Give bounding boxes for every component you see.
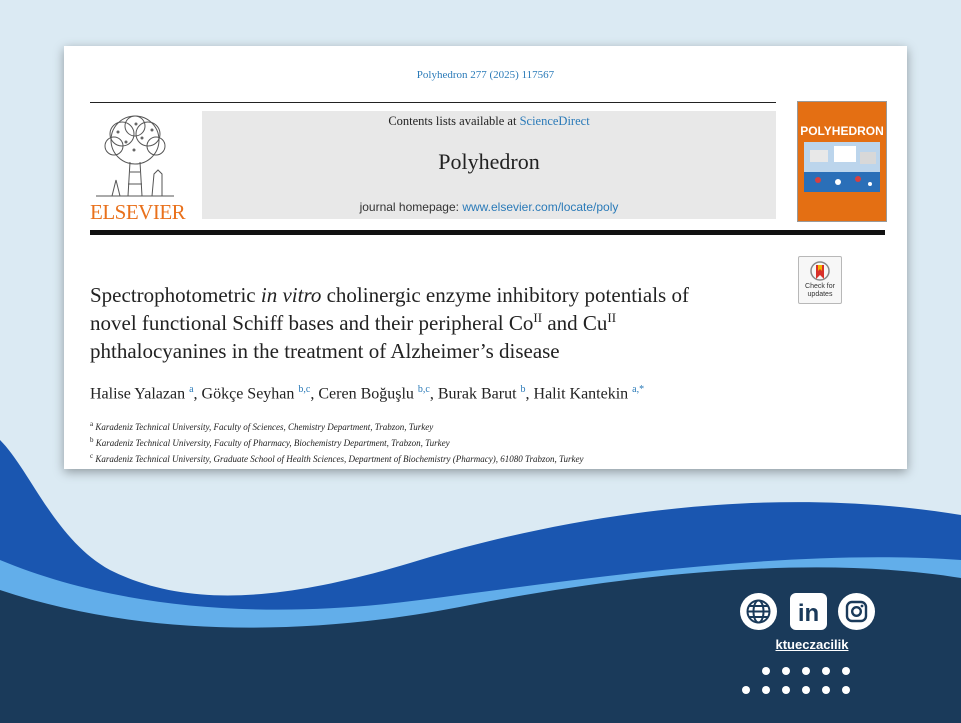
affiliation-item	[90, 450, 870, 466]
homepage-line	[202, 200, 776, 214]
publisher-name: ELSEVIER	[90, 200, 186, 224]
check-line2: updates	[807, 291, 833, 298]
affiliation-key: c	[90, 452, 94, 460]
affiliation-text: Karadeniz Technical University, Graduate School of Health Sciences, Department of Biochemistry (Pharmacy), 61080 Trabzon, Turkey	[95, 454, 584, 464]
cover-title: POLYHEDRON	[800, 124, 884, 138]
title-part: cholinergic enzyme inhibitory potentials of	[321, 283, 689, 307]
author-name[interactable]: Burak Barut	[437, 385, 517, 403]
affiliation-key: a	[90, 420, 94, 428]
journal-name: Polyhedron	[438, 149, 540, 174]
journal-banner	[202, 111, 776, 219]
dot	[802, 686, 810, 694]
title-part: phthalocyanines in the treatment of Alzheimer’s disease	[90, 339, 560, 363]
dot	[822, 686, 830, 694]
instagram-icon[interactable]	[838, 593, 875, 630]
affiliation-item	[90, 434, 870, 450]
tree-icon	[92, 112, 178, 198]
sciencedirect-link[interactable]: ScienceDirect	[519, 114, 590, 128]
check-line1: Check for	[805, 283, 835, 290]
homepage-link[interactable]: www.elsevier.com/locate/poly	[462, 200, 619, 214]
author-affiliation[interactable]: a	[189, 384, 194, 395]
globe-icon[interactable]	[740, 593, 777, 630]
author-affiliation[interactable]: b,c	[417, 384, 430, 395]
affiliation-text: Karadeniz Technical University, Faculty of Sciences, Chemistry Department, Trabzon, Turkey	[95, 422, 434, 432]
affiliation-list	[90, 418, 870, 466]
homepage-prefix: journal homepage:	[359, 200, 463, 214]
dot	[842, 686, 850, 694]
bookmark-icon	[810, 261, 830, 283]
author-affiliation[interactable]: b,c	[298, 384, 311, 395]
dot	[762, 686, 770, 694]
linkedin-text: in	[797, 600, 820, 627]
author-name[interactable]: Ceren Boğuşlu	[318, 385, 414, 403]
linkedin-icon[interactable]	[790, 593, 827, 630]
title-italic: in vitro	[260, 283, 322, 307]
title-superscript: II	[533, 310, 543, 325]
affiliation-text: Karadeniz Technical University, Faculty of Pharmacy, Biochemistry Department, Trabzon, Turkey	[95, 438, 450, 448]
journal-cover	[797, 101, 887, 222]
dot	[762, 667, 770, 675]
paper-header-card	[64, 46, 907, 469]
article-title	[90, 281, 790, 365]
affiliation-item	[90, 418, 870, 434]
title-part: and Cu	[542, 311, 608, 335]
author-name[interactable]: Halise Yalazan	[90, 385, 186, 403]
contents-prefix: Contents lists available at	[388, 114, 520, 128]
social-handle[interactable]: ktueczacilik	[775, 637, 849, 652]
top-rule	[90, 102, 776, 103]
dot	[782, 686, 790, 694]
author-name[interactable]: Halit Kantekin	[533, 385, 629, 403]
citation: Polyhedron 277 (2025) 117567	[416, 69, 555, 81]
dot	[802, 667, 810, 675]
dot	[742, 686, 750, 694]
dot	[822, 667, 830, 675]
elsevier-logo	[90, 110, 186, 224]
dot	[842, 667, 850, 675]
social-links	[740, 593, 880, 703]
check-for-updates-label	[799, 283, 841, 299]
title-part: novel functional Schiff bases and their peripheral Co	[90, 311, 534, 335]
author-affiliation[interactable]: a,*	[632, 384, 645, 395]
contents-line	[202, 114, 776, 129]
affiliation-key: b	[90, 436, 94, 444]
author-name[interactable]: Gökçe Seyhan	[201, 385, 295, 403]
title-part: Spectrophotometric	[90, 283, 261, 307]
header-rule	[90, 230, 885, 235]
author-affiliation[interactable]: b	[520, 384, 526, 395]
author-list: Halise Yalazan $^a$, Gökçe Seyhan $^{b,c}$, Ceren Boğuşlu $^{b,c}$, Burak Barut $^b$, Halit Kantekin $^{a,*}$	[90, 384, 645, 403]
cover-illustration	[804, 142, 880, 192]
dot	[782, 667, 790, 675]
check-for-updates-button[interactable]	[798, 256, 842, 304]
title-superscript: II	[607, 310, 617, 325]
